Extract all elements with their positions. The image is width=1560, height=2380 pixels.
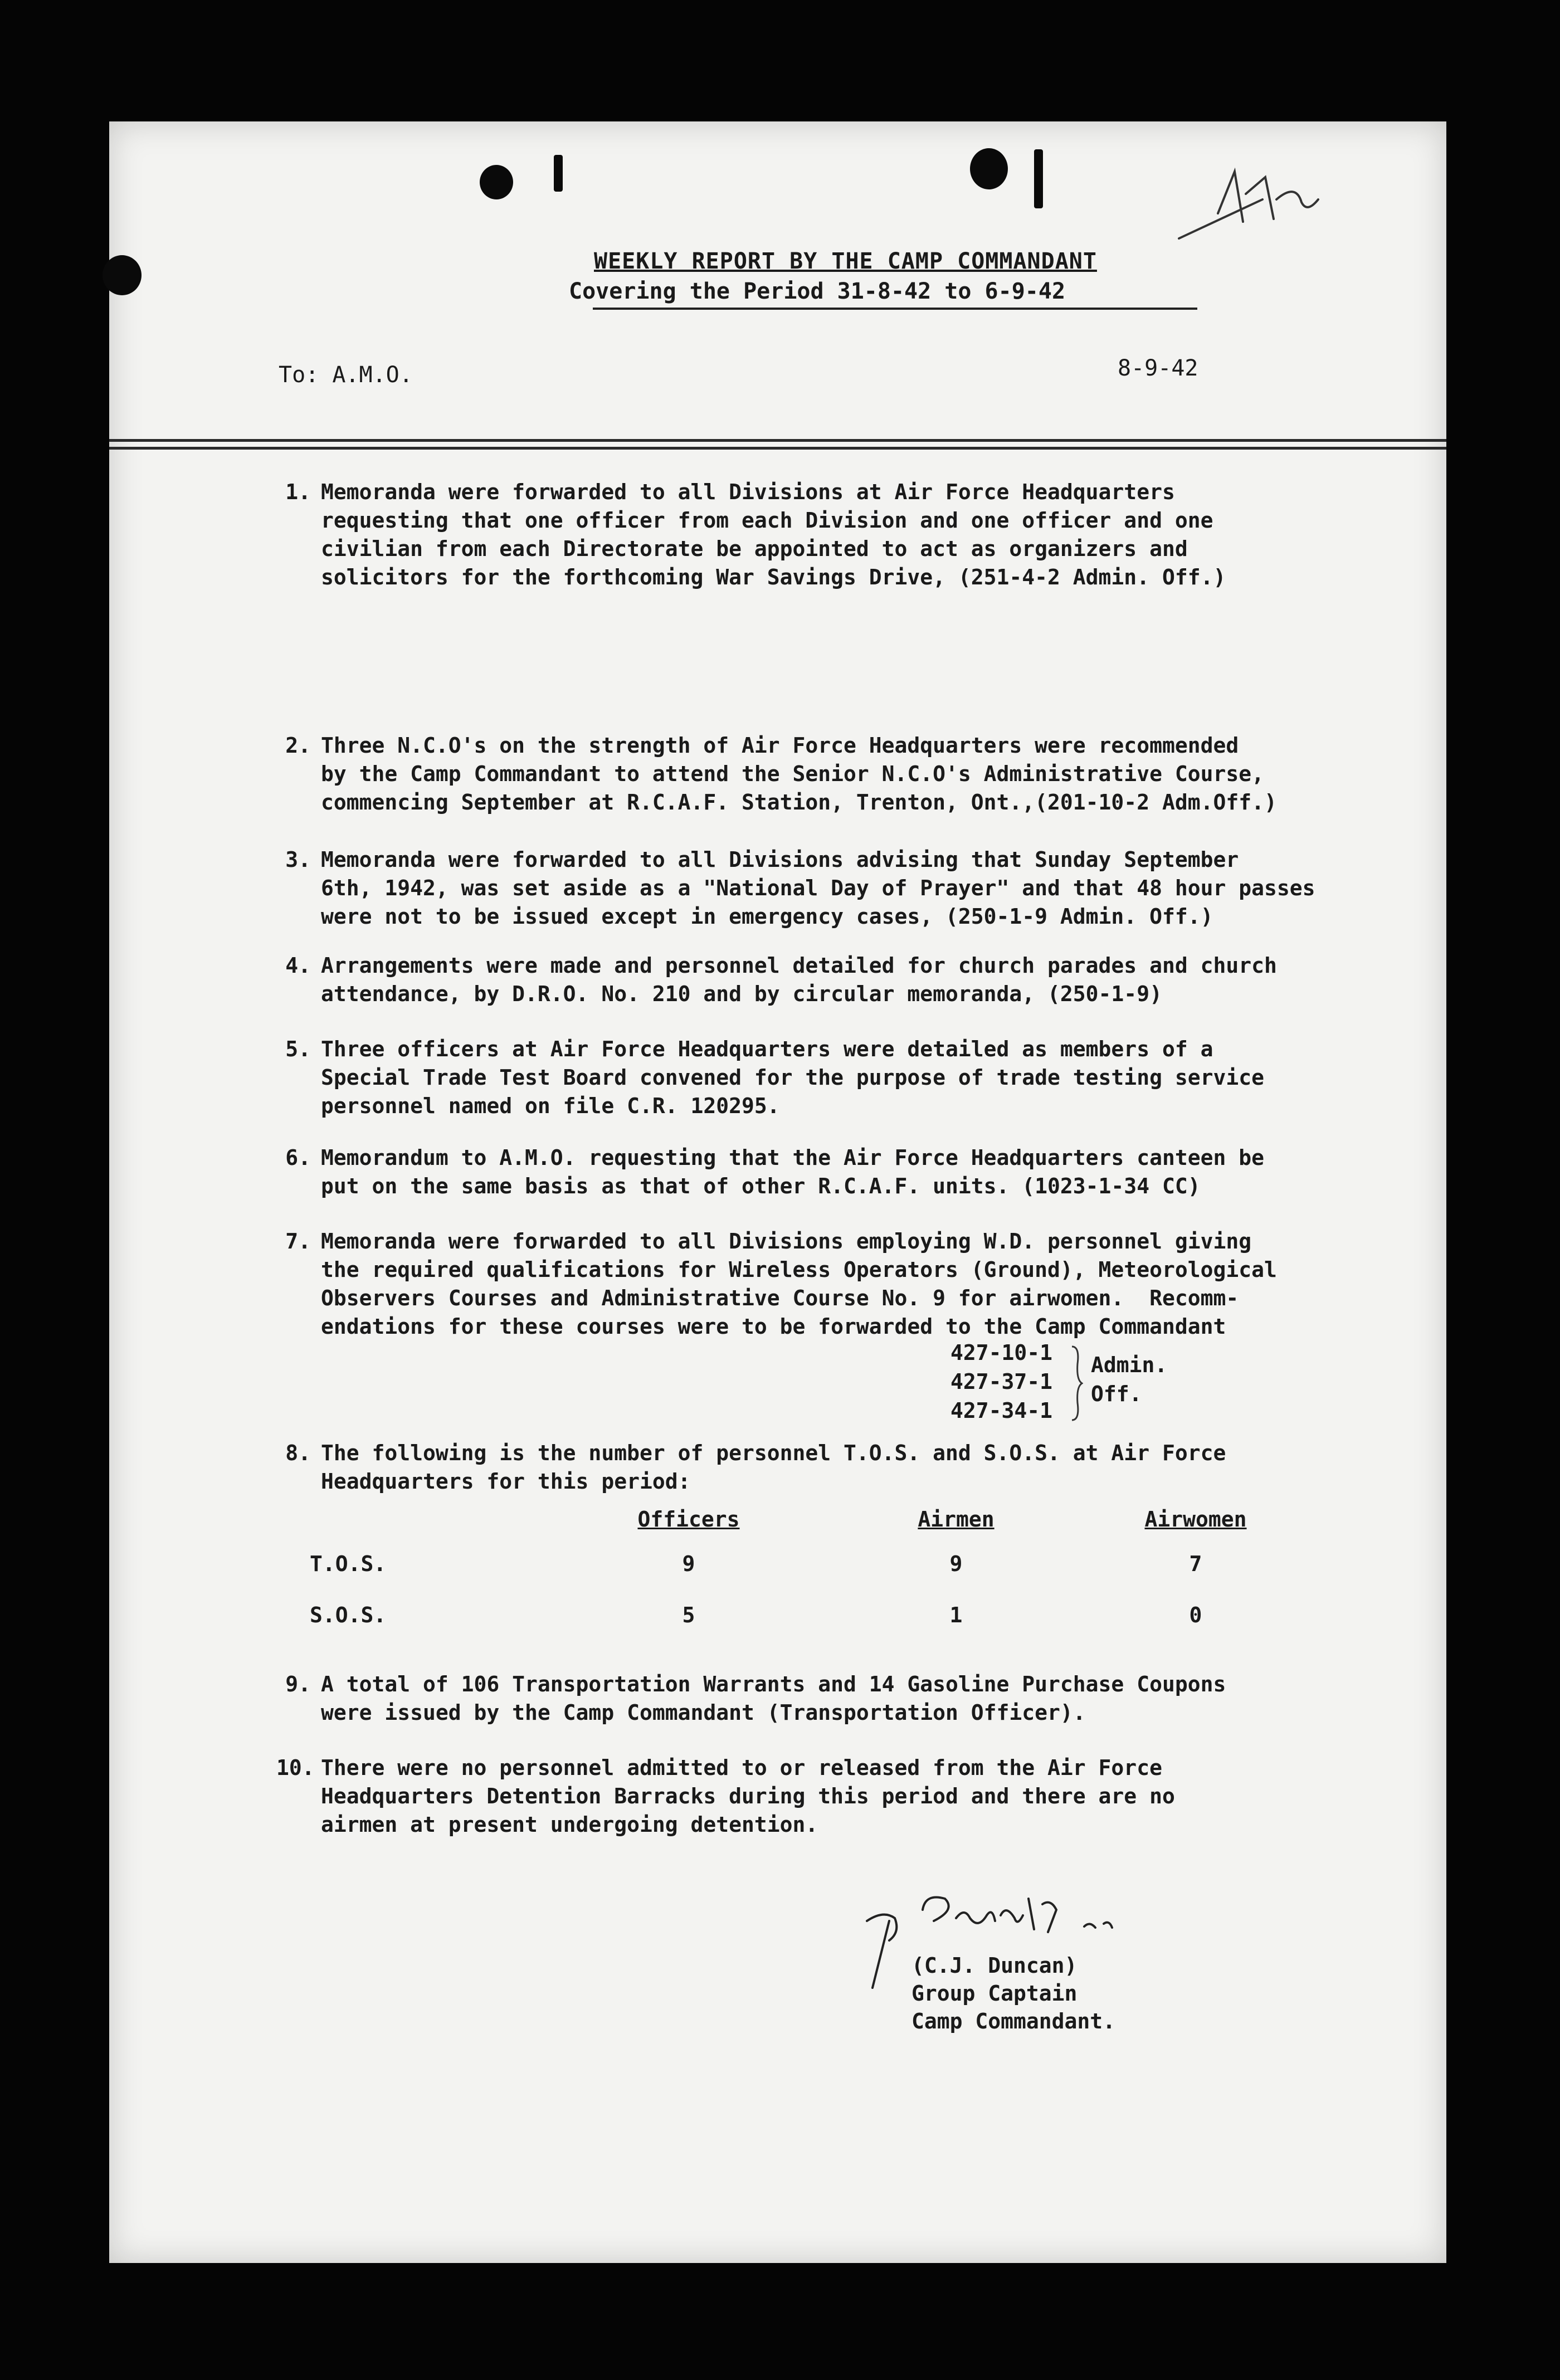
table-cell: 9	[949, 1552, 963, 1576]
report-title: WEEKLY REPORT BY THE CAMP COMMANDANT	[594, 248, 1097, 274]
addressee: To: A.M.O.	[279, 362, 413, 388]
file-reference: 427-34-1	[950, 1398, 1053, 1423]
paragraph-text: Three N.C.O's on the strength of Air Force Headquarters were recommended by the Camp Commandant to attend the Senior N.C.O's Administrative Course, commencing September at R.C.A.F. Station, Trenton, Ont.,(201-10-2 Adm.Off.)	[321, 733, 1277, 815]
table-cell: 0	[1189, 1603, 1202, 1627]
paragraph-number: 1.	[285, 480, 311, 504]
punch-hole	[103, 255, 142, 295]
paragraph-text: Memorandum to A.M.O. requesting that the Air Force Headquarters canteen be put on the same basis as that of other R.C.A.F. units. (1023-1-34 CC)	[321, 1145, 1264, 1198]
paragraph-number: 5.	[285, 1037, 311, 1061]
paragraph-text: Memoranda were forwarded to all Divisions at Air Force Headquarters requesting that one officer from each Division and one officer and one civilian from each Directorate be appointed to act as organizers and solicitors for the forthcoming War Savings Drive, (251-4-2 Admin. Off.)	[321, 480, 1226, 589]
paragraph-text: Arrangements were made and personnel detailed for church parades and church attendance, by D.R.O. No. 210 and by circular memoranda, (250-1-9)	[321, 953, 1277, 1006]
row-label: S.O.S.	[310, 1603, 387, 1627]
punch-mark	[554, 155, 563, 192]
paragraph-number: 10.	[276, 1755, 315, 1780]
table-row	[310, 1589, 1296, 1641]
table-cell: 7	[1189, 1552, 1202, 1576]
table-corner	[310, 1500, 560, 1538]
report-period: Covering the Period 31-8-42 to 6-9-42	[569, 279, 1066, 304]
document-page	[109, 121, 1446, 2263]
signatory-rank: Group Captain	[911, 1981, 1078, 2006]
paragraph-number: 7.	[285, 1229, 311, 1254]
paragraph-text: Memoranda were forwarded to all Divisions advising that Sunday September 6th, 1942, was set aside as a "National Day of Prayer" and that 48 hour passes were not to be issued except in emergency cases, (250-1-9 Admin. Off.)	[321, 847, 1315, 929]
title-underline	[593, 308, 1197, 310]
table-cell: 1	[949, 1603, 963, 1627]
table-cell: 9	[682, 1552, 695, 1576]
report-date: 8-9-42	[1118, 355, 1198, 381]
punch-hole	[480, 165, 513, 199]
paragraph-text: Three officers at Air Force Headquarters were detailed as members of a Special Trade Test Board convened for the purpose of trade testing service personnel named on file C.R. 120295.	[321, 1037, 1264, 1118]
paragraph-text: The following is the number of personnel T.O.S. and S.O.S. at Air Force Headquarters for this period:	[321, 1441, 1226, 1494]
column-header-officers: Officers	[637, 1507, 740, 1532]
paragraph-number: 9.	[285, 1672, 311, 1696]
column-header-airwomen: Airwomen	[1144, 1507, 1247, 1532]
file-reference: 427-37-1	[950, 1369, 1053, 1394]
signatory-name: (C.J. Duncan)	[911, 1953, 1078, 1978]
column-header-airmen: Airmen	[918, 1507, 994, 1532]
double-rule-top	[109, 439, 1446, 442]
double-rule-bottom	[109, 447, 1446, 450]
table-row	[310, 1538, 1296, 1589]
paragraph-number: 8.	[285, 1441, 311, 1465]
handwritten-initials	[1168, 160, 1335, 250]
office-reference-line1: Admin.	[1091, 1353, 1168, 1377]
signatory-title: Camp Commandant.	[911, 2009, 1116, 2033]
paragraph-number: 4.	[285, 953, 311, 978]
paragraph-text: Memoranda were forwarded to all Divisions employing W.D. personnel giving the required qualifications for Wireless Operators (Ground), Meteorological Observers Courses and Administrative Course No. 9 for airwomen. Recomm- endations for these courses were to be forwarded to the Camp Commandant	[321, 1229, 1277, 1339]
file-reference: 427-10-1	[950, 1340, 1053, 1365]
paragraph-text: There were no personnel admitted to or released from the Air Force Headquarters Detention Barracks during this period and there are no airmen at present undergoing detention.	[321, 1755, 1175, 1837]
signature-block	[911, 1952, 1115, 2035]
paragraph-text: A total of 106 Transportation Warrants and 14 Gasoline Purchase Coupons were issued by the Camp Commandant (Transportation Officer).	[321, 1672, 1226, 1725]
table-header-row	[310, 1500, 1296, 1538]
personnel-table	[310, 1500, 1296, 1641]
paragraph-number: 3.	[285, 847, 311, 872]
paragraph-number: 6.	[285, 1145, 311, 1170]
table-cell: 5	[682, 1603, 695, 1627]
paragraph-number: 2.	[285, 733, 311, 758]
office-reference-line2: Off.	[1091, 1382, 1142, 1406]
punch-hole	[970, 148, 1008, 189]
reference-brace	[1070, 1344, 1083, 1422]
row-label: T.O.S.	[310, 1552, 387, 1576]
punch-mark	[1034, 149, 1043, 208]
